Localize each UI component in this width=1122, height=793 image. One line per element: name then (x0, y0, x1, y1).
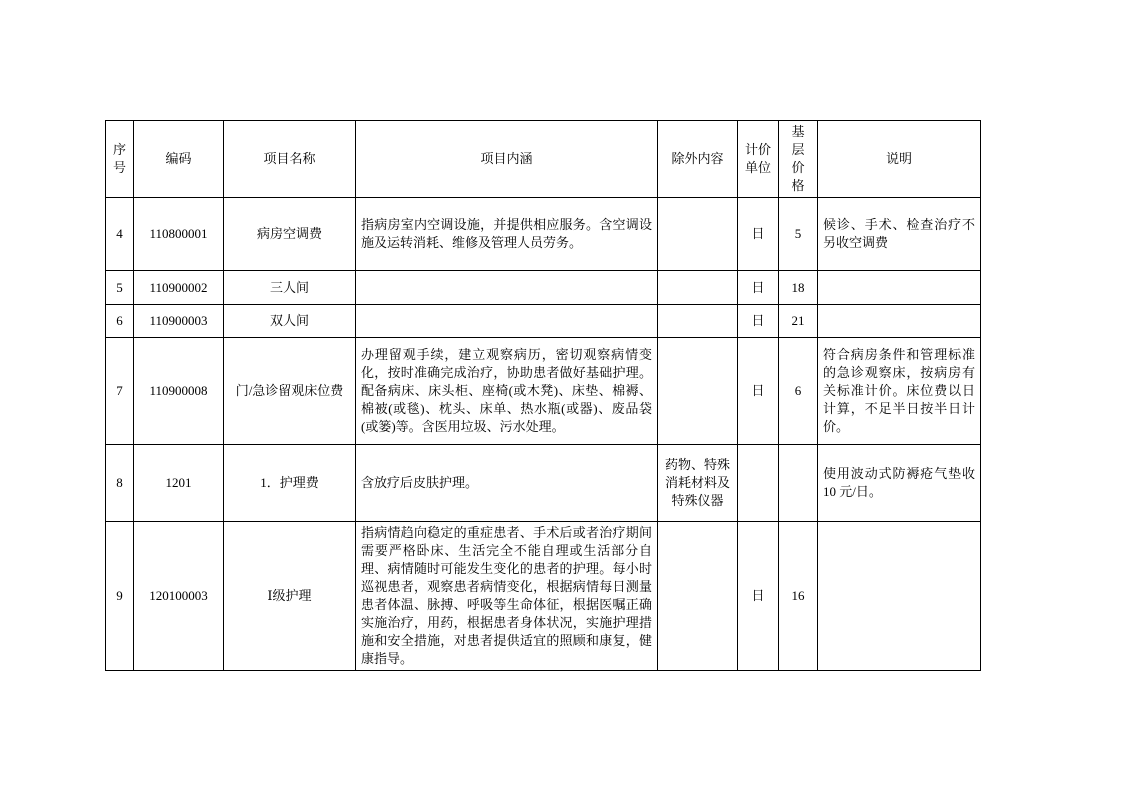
cell-content: 办理留观手续，建立观察病历，密切观察病情变化，按时准确完成治疗，协助患者做好基础护理。配备病床、床头柜、座椅(或木凳)、床垫、棉褥、棉被(或毯)、枕头、床单、热水瓶(或器)、废品袋(或篓)等。含医用垃圾、污水处理。 (356, 338, 658, 445)
header-note: 说明 (818, 121, 981, 198)
cell-content: 指病房室内空调设施，并提供相应服务。含空调设施及运转消耗、维修及管理人员劳务。 (356, 198, 658, 271)
cell-price: 18 (779, 271, 818, 305)
table-row-8 (106, 445, 981, 522)
cell-note (818, 522, 981, 671)
fee-schedule-table (105, 120, 981, 671)
cell-name: 双人间 (224, 305, 356, 338)
cell-name: 三人间 (224, 271, 356, 305)
header-seq-label: 序号 (113, 142, 127, 175)
cell-seq: 4 (106, 198, 134, 271)
cell-unit: 日 (738, 338, 779, 445)
cell-name: 病房空调费 (224, 198, 356, 271)
cell-seq: 8 (106, 445, 134, 522)
cell-unit: 日 (738, 198, 779, 271)
cell-unit (738, 445, 779, 522)
header-exclusion: 除外内容 (658, 121, 738, 198)
table-row-6 (106, 305, 981, 338)
cell-code: 120100003 (134, 522, 224, 671)
cell-code: 110900008 (134, 338, 224, 445)
cell-price: 6 (779, 338, 818, 445)
cell-name: Ⅰ级护理 (224, 522, 356, 671)
header-content: 项目内涵 (356, 121, 658, 198)
cell-note: 使用波动式防褥疮气垫收 10 元/日。 (818, 445, 981, 522)
cell-content: 含放疗后皮肤护理。 (356, 445, 658, 522)
header-unit (738, 121, 779, 198)
cell-code: 1201 (134, 445, 224, 522)
cell-code: 110900002 (134, 271, 224, 305)
cell-content (356, 271, 658, 305)
table-row-4 (106, 198, 981, 271)
cell-code: 110800001 (134, 198, 224, 271)
cell-note (818, 305, 981, 338)
cell-name: 1．护理费 (224, 445, 356, 522)
cell-name: 门/急诊留观床位费 (224, 338, 356, 445)
header-price-label: 基层价格 (791, 124, 805, 193)
cell-unit: 日 (738, 522, 779, 671)
cell-price: 16 (779, 522, 818, 671)
cell-seq: 6 (106, 305, 134, 338)
cell-exclusion (658, 305, 738, 338)
cell-code: 110900003 (134, 305, 224, 338)
cell-exclusion (658, 198, 738, 271)
cell-seq: 7 (106, 338, 134, 445)
cell-exclusion: 药物、特殊消耗材料及特殊仪器 (658, 445, 738, 522)
cell-price: 5 (779, 198, 818, 271)
table-row-5 (106, 271, 981, 305)
header-row (106, 121, 981, 198)
cell-unit: 日 (738, 305, 779, 338)
cell-note: 符合病房条件和管理标准的急诊观察床，按病房有关标准计价。床位费以日计算，不足半日按半日计价。 (818, 338, 981, 445)
header-code: 编码 (134, 121, 224, 198)
header-price (779, 121, 818, 198)
cell-seq: 9 (106, 522, 134, 671)
table-row-9 (106, 522, 981, 671)
cell-note (818, 271, 981, 305)
header-name: 项目名称 (224, 121, 356, 198)
cell-unit: 日 (738, 271, 779, 305)
cell-seq: 5 (106, 271, 134, 305)
cell-exclusion (658, 338, 738, 445)
cell-exclusion (658, 522, 738, 671)
cell-price: 21 (779, 305, 818, 338)
header-unit-label: 计价单位 (745, 142, 772, 175)
cell-content: 指病情趋向稳定的重症患者、手术后或者治疗期间需要严格卧床、生活完全不能自理或生活部分自理、病情随时可能发生变化的患者的护理。每小时巡视患者，观察患者病情变化，根据病情每日测量患者体温、脉搏、呼吸等生命体征，根据医嘱正确实施治疗，用药，根据患者身体状况，实施护理措施和安全措施，对患者提供适宜的照顾和康复，健康指导。 (356, 522, 658, 671)
cell-exclusion (658, 271, 738, 305)
cell-note: 候诊、手术、检查治疗不另收空调费 (818, 198, 981, 271)
cell-content (356, 305, 658, 338)
cell-price (779, 445, 818, 522)
table-row-7 (106, 338, 981, 445)
header-seq (106, 121, 134, 198)
